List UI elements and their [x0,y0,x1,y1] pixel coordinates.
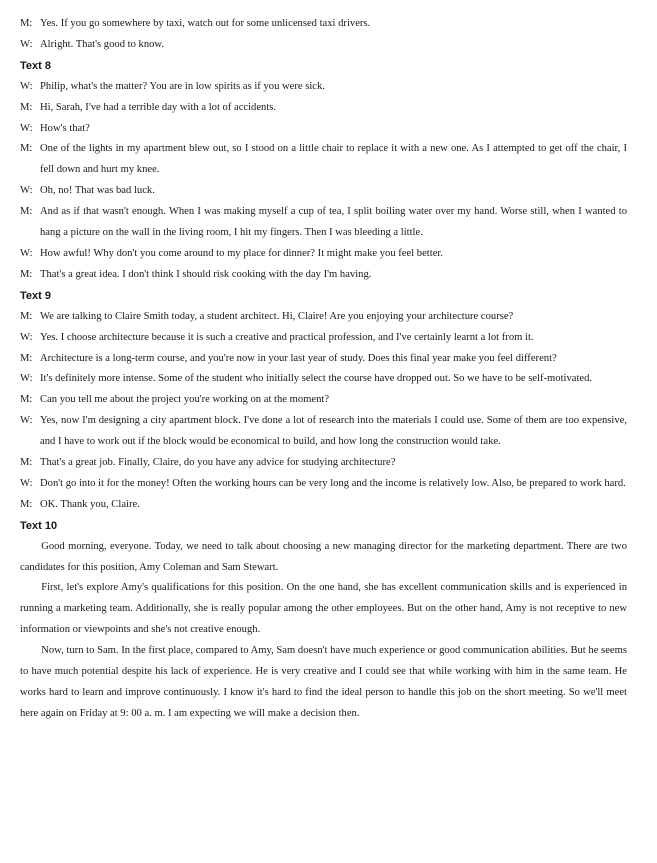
speaker-label: W: [20,80,33,92]
speaker-label: W: [20,38,33,50]
monologue-paragraph: Good morning, everyone. Today, we need to talk about choosing a new managing director for the marketing department. There are two candidates for this position, Amy Coleman and Sam Stewart. [20,540,627,573]
dialogue-line [20,495,627,516]
dialogue-line [20,474,627,495]
dialogue-line [20,139,627,181]
dialogue-text: Can you tell me about the project you're working on at the moment? [40,394,330,406]
dialogue-text: Philip, what's the matter? You are in low spirits as if you were sick. [40,80,325,92]
dialogue-line [20,35,627,56]
dialogue-text: Alright. That's good to know. [40,38,165,50]
speaker-label: W: [20,185,33,197]
dialogue-text: Don't go into it for the money! Often the working hours can be very long and the income is relatively low. Also, be prepared to work hard. [40,477,626,489]
dialogue-text: Oh, no! That was bad luck. [40,185,155,197]
speaker-label: W: [20,122,33,134]
dialogue-text: That's a great idea. I don't think I should risk cooking with the day I'm having. [40,268,372,280]
dialogue-line [20,119,627,140]
speaker-label: M: [20,457,33,469]
dialogue-line [20,349,627,370]
dialogue-line [20,369,627,390]
dialogue-text: It's definitely more intense. Some of the student who initially select the course have dropped out. So we have to be self-motivated. [40,373,593,385]
dialogue-text: How's that? [40,122,90,134]
dialogue-line [20,307,627,328]
speaker-label: M: [20,143,33,155]
section-heading: Text 10 [20,519,58,532]
speaker-label: M: [20,268,33,280]
dialogue-line [20,328,627,349]
dialogue-line [20,14,627,35]
dialogue-line [20,77,627,98]
dialogue-text: And as if that wasn't enough. When I was making myself a cup of tea, I split boiling water over my hand. Worse still, when I wanted to hang a picture on the wall in the living room, I hit my fingers. Then I was bleeding a little. [40,206,627,239]
speaker-label: M: [20,101,33,113]
dialogue-text: Hi, Sarah, I've had a terrible day with a lot of accidents. [40,101,277,113]
speaker-label: W: [20,415,33,427]
dialogue-line [20,202,627,244]
dialogue-line [20,244,627,265]
section-heading: Text 9 [20,289,51,302]
speaker-label: M: [20,310,33,322]
dialogue-line [20,390,627,411]
speaker-label: M: [20,352,33,364]
speaker-label: M: [20,498,33,510]
dialogue-line [20,98,627,119]
speaker-label: W: [20,373,33,385]
dialogue-line [20,265,627,286]
speaker-label: M: [20,18,33,29]
dialogue-text: We are talking to Claire Smith today, a student architect. Hi, Claire! Are you enjoying your architecture course? [40,310,514,322]
dialogue-text: Yes. I choose architecture because it is such a creative and practical profession, and I've certainly learnt a lot from it. [40,331,534,343]
section-heading: Text 8 [20,59,51,72]
speaker-label: W: [20,247,33,259]
speaker-label: W: [20,477,33,489]
dialogue-text: Yes. If you go somewhere by taxi, watch out for some unlicensed taxi drivers. [40,18,371,29]
dialogue-text: How awful! Why don't you come around to my place for dinner? It might make you feel better. [40,247,443,259]
dialogue-line [20,411,627,453]
dialogue-line [20,181,627,202]
dialogue-line [20,453,627,474]
dialogue-text: That's a great job. Finally, Claire, do you have any advice for studying architecture? [40,457,396,469]
dialogue-text: OK. Thank you, Claire. [40,498,140,510]
speaker-label: W: [20,331,33,343]
dialogue-text: Yes, now I'm designing a city apartment block. I've done a lot of research into the materials I could use. Some of them are too expensive, and I have to work out if the block would be economical to build, and how long the construction would take. [40,415,627,448]
monologue-paragraph: Now, turn to Sam. In the first place, compared to Amy, Sam doesn't have much experience or good communication abilities. But he seems to have much potential despite his lack of experience. He is very creative and I could see that while working with him in the same team. He works hard to learn and improve continuously. I know it's hard to find the ideal person to handle this job on the short meeting. So we'll meet here again on Friday at 9: 00 a. m. I am expecting we will make a decision then. [20,645,627,719]
speaker-label: M: [20,394,33,406]
speaker-label: M: [20,206,33,218]
dialogue-text: Architecture is a long-term course, and you're now in your last year of study. Does this final year make you feel different? [40,352,557,364]
monologue-paragraph: First, let's explore Amy's qualifications for this position. On the one hand, she has excellent communication skills and is experienced in running a marketing team. Additionally, she is really popular among the other employees. But on the other hand, Amy is not receptive to new information or viewpoints and she's not creative enough. [20,582,627,636]
dialogue-text: One of the lights in my apartment blew out, so I stood on a little chair to replace it with a new one. As I attempted to get off the chair, I fell down and hurt my knee. [40,143,627,176]
